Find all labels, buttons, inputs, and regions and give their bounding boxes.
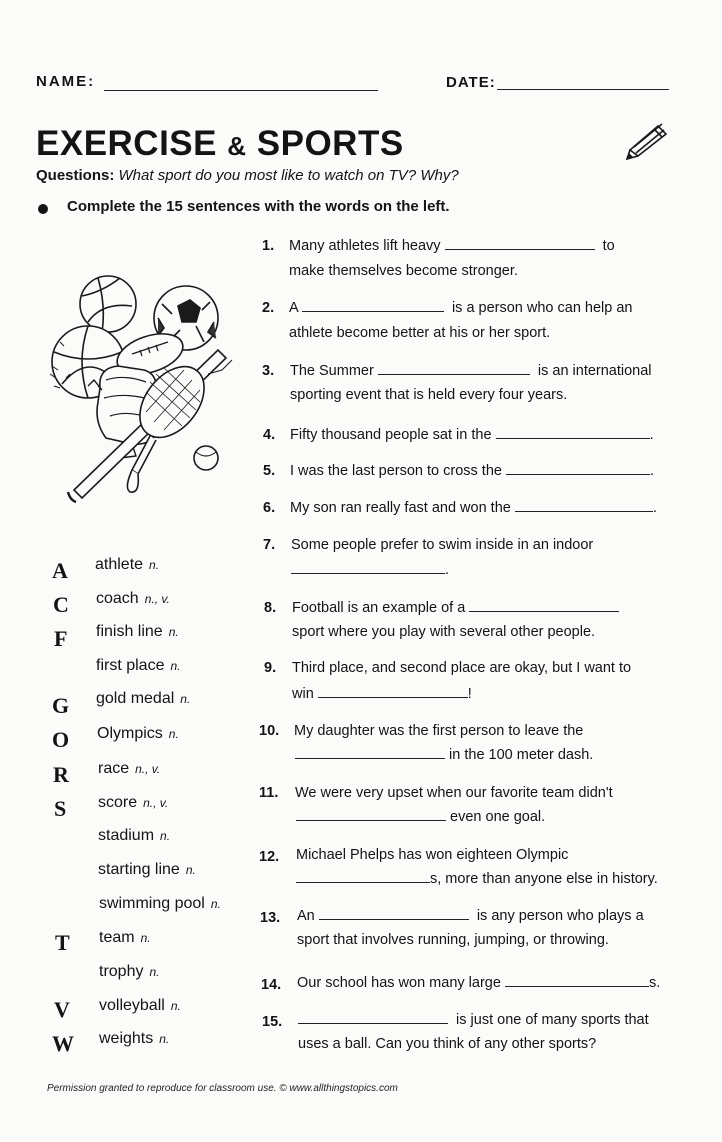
answer-blank[interactable] xyxy=(295,744,445,759)
word-item: Olympics n. xyxy=(97,725,179,742)
copyright-footer: Permission granted to reproduce for classroom use. © www.allthingstopics.com xyxy=(47,1083,398,1094)
answer-blank[interactable] xyxy=(291,559,445,574)
discussion-question xyxy=(36,167,459,184)
answer-blank[interactable] xyxy=(296,806,446,821)
answer-blank[interactable] xyxy=(378,360,530,375)
word-item: weights n. xyxy=(99,1030,170,1047)
answer-blank[interactable] xyxy=(505,972,649,987)
title-ampersand: & xyxy=(227,131,247,161)
title-main: EXERCISE xyxy=(36,124,217,163)
answer-blank[interactable] xyxy=(318,683,468,698)
date-label: DATE: xyxy=(446,74,496,91)
index-letter: S xyxy=(54,796,67,821)
bullet-icon xyxy=(38,204,48,214)
index-letter: R xyxy=(53,762,69,787)
answer-blank[interactable] xyxy=(445,235,595,250)
answer-blank[interactable] xyxy=(506,460,650,475)
answer-blank[interactable] xyxy=(515,497,653,512)
index-letter: V xyxy=(54,997,70,1022)
instruction-text: Complete the 15 sentences with the words on the left. xyxy=(67,198,450,215)
name-field[interactable] xyxy=(104,90,378,91)
word-item: gold medal n. xyxy=(96,690,191,707)
page-title xyxy=(36,124,404,164)
word-item: team n. xyxy=(99,929,151,946)
index-letter: G xyxy=(52,693,70,718)
word-item: swimming pool n. xyxy=(99,895,221,912)
questions-label: Questions: xyxy=(36,167,115,184)
title-rest: SPORTS xyxy=(256,124,404,163)
answer-blank[interactable] xyxy=(302,297,444,312)
word-item: finish line n. xyxy=(96,623,179,640)
word-item: race n., v. xyxy=(98,760,161,777)
index-letter: F xyxy=(54,626,68,651)
answer-blank[interactable] xyxy=(496,424,650,439)
index-letter: O xyxy=(52,727,70,752)
answer-blank[interactable] xyxy=(298,1009,448,1024)
index-letter: C xyxy=(53,592,69,617)
date-field[interactable] xyxy=(497,89,669,90)
sports-equipment-illustration xyxy=(40,262,250,507)
answer-blank[interactable] xyxy=(469,597,619,612)
word-item: starting line n. xyxy=(98,861,196,878)
answer-blank[interactable] xyxy=(296,868,430,883)
word-item: coach n., v. xyxy=(96,590,170,607)
questions-text: What sport do you most like to watch on TV? Why? xyxy=(118,167,459,184)
word-item: first place n. xyxy=(96,657,181,674)
word-item: score n., v. xyxy=(98,794,169,811)
word-item: stadium n. xyxy=(98,827,171,844)
name-label: NAME: xyxy=(36,73,96,90)
word-item: athlete n. xyxy=(95,556,160,573)
index-letter: T xyxy=(55,930,70,955)
pencil-icon xyxy=(624,120,672,160)
index-letter: W xyxy=(52,1031,74,1056)
word-item: volleyball n. xyxy=(99,997,181,1014)
index-letter: A xyxy=(52,558,68,583)
answer-blank[interactable] xyxy=(319,905,469,920)
word-item: trophy n. xyxy=(99,963,160,980)
